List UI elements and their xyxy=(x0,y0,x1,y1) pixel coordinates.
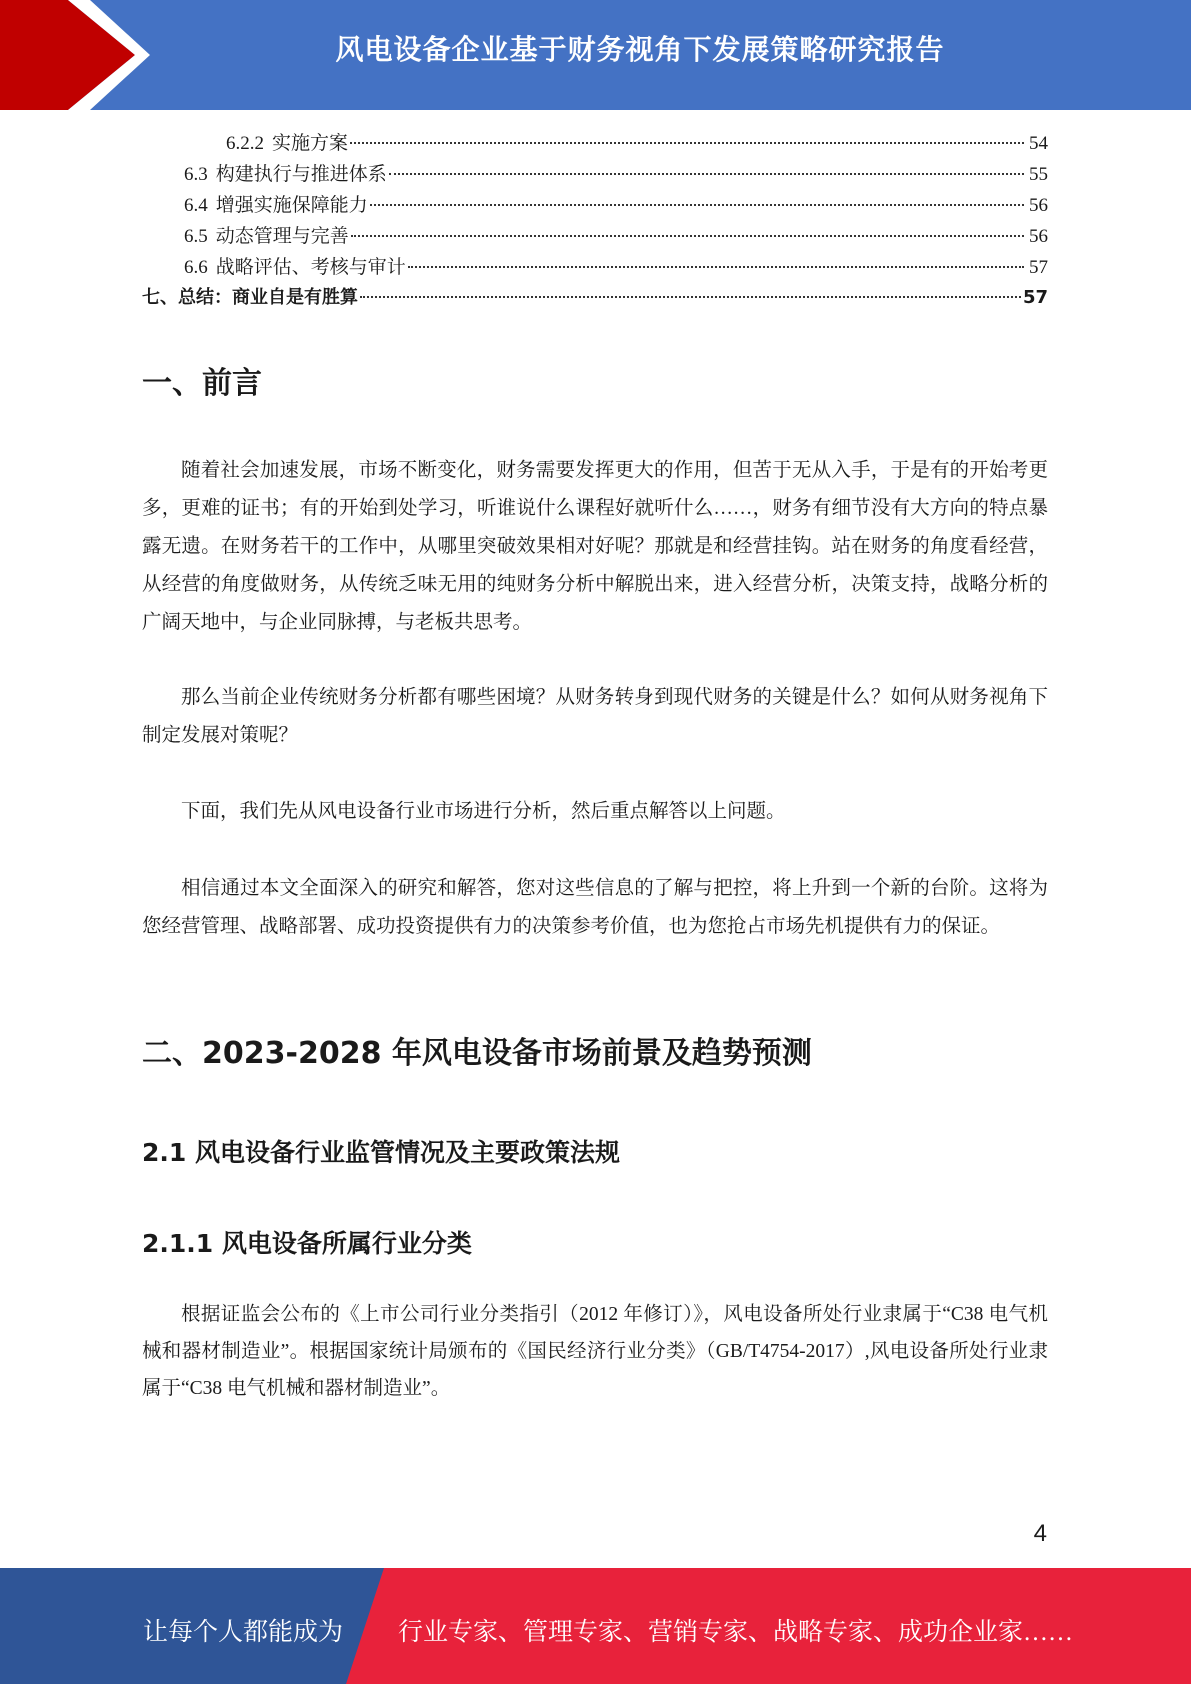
toc-entry-number: 6.4 xyxy=(184,195,208,216)
toc-entry[interactable] xyxy=(142,252,1048,283)
footer-slogan-right: 行业专家、管理专家、营销专家、战略专家、成功企业家…… xyxy=(398,1619,1074,1646)
toc-entry-page: 57 xyxy=(1029,257,1048,278)
table-of-contents xyxy=(142,128,1048,314)
toc-dot-leader xyxy=(351,235,1024,237)
page-number: 4 xyxy=(1033,1520,1047,1547)
header-title: 风电设备企业基于财务视角下发展策略研究报告 xyxy=(335,33,945,66)
toc-entry-number: 6.6 xyxy=(184,257,208,278)
preface-paragraph-3: 下面，我们先从风电设备行业市场进行分析，然后重点解答以上问题。 xyxy=(181,801,786,822)
toc-entry-number: 6.5 xyxy=(184,226,208,247)
toc-entry-page: 56 xyxy=(1029,226,1048,247)
toc-entry-page: 56 xyxy=(1029,195,1048,216)
toc-entry[interactable] xyxy=(142,159,1048,190)
section-2-1-heading: 2.1 风电设备行业监管情况及主要政策法规 xyxy=(142,1138,620,1167)
preface-paragraph-4: 相信通过本文全面深入的研究和解答，您对这些信息的了解与把控，将上升到一个新的台阶。这将为您经营管理、战略部署、成功投资提供有力的决策参考价值，也为您抢占市场先机提供有力的保证。 xyxy=(142,878,1048,937)
toc-entry-page: 54 xyxy=(1029,133,1048,154)
preface-paragraph-2: 那么当前企业传统财务分析都有哪些困境？从财务转身到现代财务的关键是什么？如何从财务视角下制定发展对策呢？ xyxy=(142,687,1048,746)
toc-dot-leader xyxy=(389,173,1024,175)
toc-entry-title: 构建执行与推进体系 xyxy=(215,164,387,185)
page-footer xyxy=(0,1568,1191,1684)
chapter-2-heading: 二、2023-2028 年风电设备市场前景及趋势预测 xyxy=(142,1036,812,1071)
toc-entry[interactable] xyxy=(142,221,1048,252)
section-2-1-1-paragraph: 根据证监会公布的《上市公司行业分类指引（2012 年修订）》，风电设备所处行业隶属于“C38 电气机械和器材制造业”。根据国家统计局颁布的《国民经济行业分类》（GB/T4754-2017）,风电设备所处行业隶属于“C38 电气机械和器材制造业”。 xyxy=(142,1304,1048,1399)
page-header xyxy=(0,0,1191,110)
toc-entry-page: 57 xyxy=(1022,287,1048,308)
toc-dot-leader xyxy=(360,296,1021,298)
toc-entry-title: 增强实施保障能力 xyxy=(215,195,368,216)
toc-entry-title: 实施方案 xyxy=(272,133,349,154)
preface-paragraph-1: 随着社会加速发展，市场不断变化，财务需要发挥更大的作用，但苦于无从入手，于是有的开始考更多，更难的证书；有的开始到处学习，听谁说什么课程好就听什么……，财务有细节没有大方向的特点暴露无遗。在财务若干的工作中，从哪里突破效果相对好呢？那就是和经营挂钩。站在财务的角度看经营，从经营的角度做财务，从传统乏味无用的纯财务分析中解脱出来，进入经营分析，决策支持，战略分析的广阔天地中，与企业同脉搏，与老板共思考。 xyxy=(142,460,1048,633)
toc-entry[interactable] xyxy=(142,190,1048,221)
toc-entry-title: 战略评估、考核与审计 xyxy=(215,257,406,278)
toc-dot-leader xyxy=(370,204,1024,206)
toc-entry-title: 动态管理与完善 xyxy=(215,226,349,247)
toc-dot-leader xyxy=(408,266,1024,268)
toc-dot-leader xyxy=(350,142,1024,144)
toc-entry-title: 七、总结：商业自是有胜算 xyxy=(142,287,358,308)
toc-entry[interactable] xyxy=(142,283,1048,314)
toc-entry-number: 6.2.2 xyxy=(226,133,264,154)
toc-entry[interactable] xyxy=(142,128,1048,159)
toc-entry-number: 6.3 xyxy=(184,164,208,185)
section-2-1-1-heading: 2.1.1 风电设备所属行业分类 xyxy=(142,1229,472,1258)
toc-entry-page: 55 xyxy=(1029,164,1048,185)
footer-slogan-left: 让每个人都能成为 xyxy=(143,1619,344,1646)
preface-heading: 一、前言 xyxy=(142,366,262,401)
